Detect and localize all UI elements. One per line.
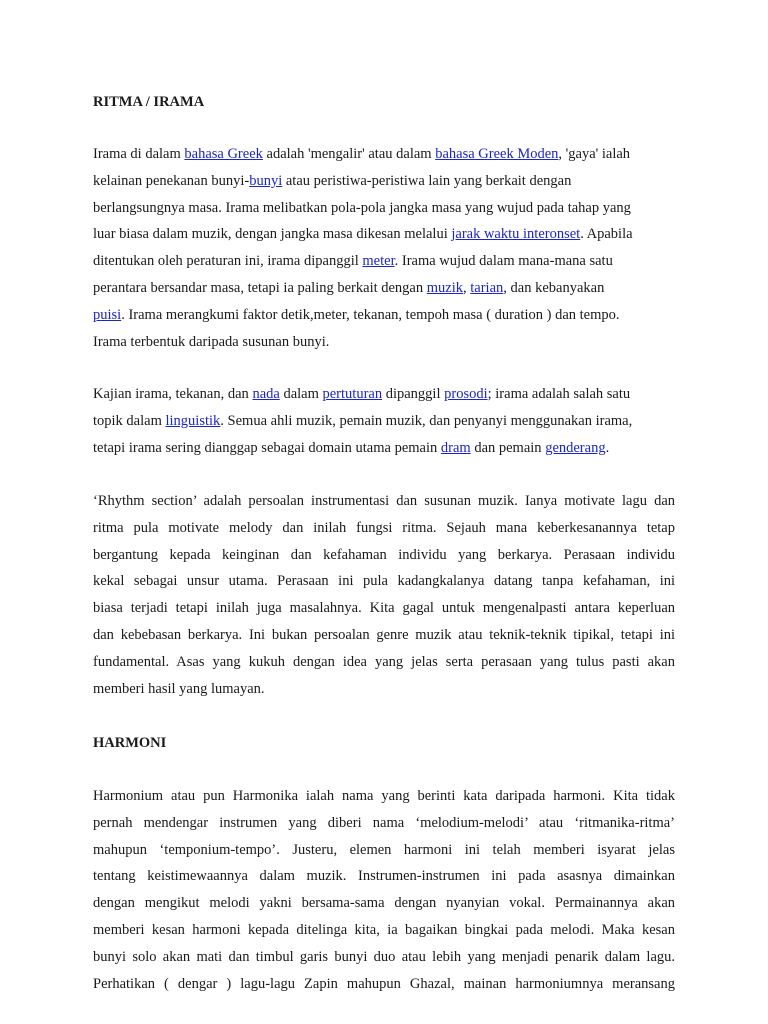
text-line: biasa terjadi tetapi inilah juga masalahnya. Kita gagal untuk mengenalpasti antara keperluan [93,600,675,617]
link-meter[interactable]: meter [362,253,395,270]
link-jarak-waktu-interonset[interactable]: jarak waktu interonset [451,226,581,243]
text-line: pernah mendengar instrumen yang diberi nama ‘melodium-melodi’ atau ‘ritmanika-ritma’ [93,814,675,831]
paragraph-harmonium [93,783,675,997]
paragraph-irama-definition [93,141,675,355]
text-line: perantara bersandar masa, tetapi ia paling berkait dengan muzik, tarian, dan kebanyakan [93,279,605,296]
link-muzik[interactable]: muzik [426,279,463,296]
text-line: tentang keistimewaannya dalam muzik. Instrumen-instrumen ini pada asasnya dimainkan [93,868,675,885]
text-line: dengan mengikut melodi yakni bersama-sama dengan nyanyian vokal. Permainannya akan [93,895,675,912]
text-line: Perhatikan ( dengar ) lagu-lagu Zapin mahupun Ghazal, mainan harmoniumnya meransang [93,975,675,992]
link-pertuturan[interactable]: pertuturan [322,386,383,402]
link-bahasa-greek-moden[interactable]: bahasa Greek Moden [435,146,559,162]
heading-harmoni: HARMONI [93,735,167,751]
text-line: kekal sebagai unsur utama. Perasaan ini pula kadangkalanya datang tanpa kefahaman, ini [93,573,675,590]
link-genderang[interactable]: genderang [545,439,606,456]
text-line: puisi. Irama merangkumi faktor detik,meter, tekanan, tempoh masa ( duration ) dan tempo. [93,306,620,323]
link-linguistik[interactable]: linguistik [165,412,221,429]
link-nada[interactable]: nada [252,386,280,402]
text-line: berlangsungnya masa. Irama melibatkan pola-pola jangka masa yang wujud pada tahap yang [93,199,631,216]
link-bahasa-greek[interactable]: bahasa Greek [184,146,263,162]
text-line: ‘Rhythm section’ adalah persoalan instrumentasi dan susunan muzik. Ianya motivate lagu dan [93,493,675,509]
heading-ritma-irama: RITMA / IRAMA [93,94,205,110]
text-line: Kajian irama, tekanan, dan nada dalam pertuturan dipanggil prosodi; irama adalah salah satu [93,386,631,402]
text-line: memberi hasil yang lumayan. [93,680,265,697]
text-line: Irama di dalam bahasa Greek adalah 'mengalir' atau dalam bahasa Greek Moden, 'gaya' ialah [93,146,631,162]
text-line: bergantung kepada keinginan dan kefahaman individu yang berkarya. Perasaan individu [93,546,675,563]
link-bunyi[interactable]: bunyi [249,172,283,189]
text-line: memberi kesan harmoni kepada ditelinga kita, ia bagaikan bingkai pada melodi. Maka kesan [93,921,675,938]
text-line: luar biasa dalam muzik, dengan jangka masa dikesan melalui jarak waktu interonset. Apabila [93,226,633,243]
text-line: fundamental. Asas yang kukuh dengan idea yang jelas serta perasaan yang tulus pasti akan [93,653,675,670]
text-line: bunyi solo akan mati dan timbul garis bunyi duo atau lebih yang menjadi penarik dalam lagu. [93,948,675,965]
text-line: kelainan penekanan bunyi-bunyi atau peristiwa-peristiwa lain yang berkait dengan [93,172,572,189]
text-line: mahupun ‘temponium-tempo’. Justeru, elemen harmoni ini telah memberi isyarat jelas [93,841,675,858]
text-line: ritma pula motivate melody dan inilah fungsi ritma. Sejauh mana keberkesanannya tetap [93,519,675,536]
link-puisi[interactable]: puisi [93,306,122,323]
text-line: tetapi irama sering dianggap sebagai domain utama pemain dram dan pemain genderang. [93,439,610,456]
link-prosodi[interactable]: prosodi [444,386,488,402]
text-line: Irama terbentuk daripada susunan bunyi. [93,333,330,350]
text-line: dan kebebasan berkarya. Ini bukan persoalan genre muzik atau teknik-teknik tipikal, tetapi ini [93,626,675,643]
link-dram[interactable]: dram [440,439,471,456]
text-line: ditentukan oleh peraturan ini, irama dipanggil meter. Irama wujud dalam mana-mana satu [93,253,613,270]
link-tarian[interactable]: tarian [470,279,504,296]
paragraph-rhythm-section [93,488,675,702]
text-line: Harmonium atau pun Harmonika ialah nama yang berinti kata daripada harmoni. Kita tidak [93,788,675,804]
paragraph-kajian-irama [93,381,675,461]
text-line: topik dalam linguistik. Semua ahli muzik, pemain muzik, dan penyanyi menggunakan irama, [93,412,633,429]
